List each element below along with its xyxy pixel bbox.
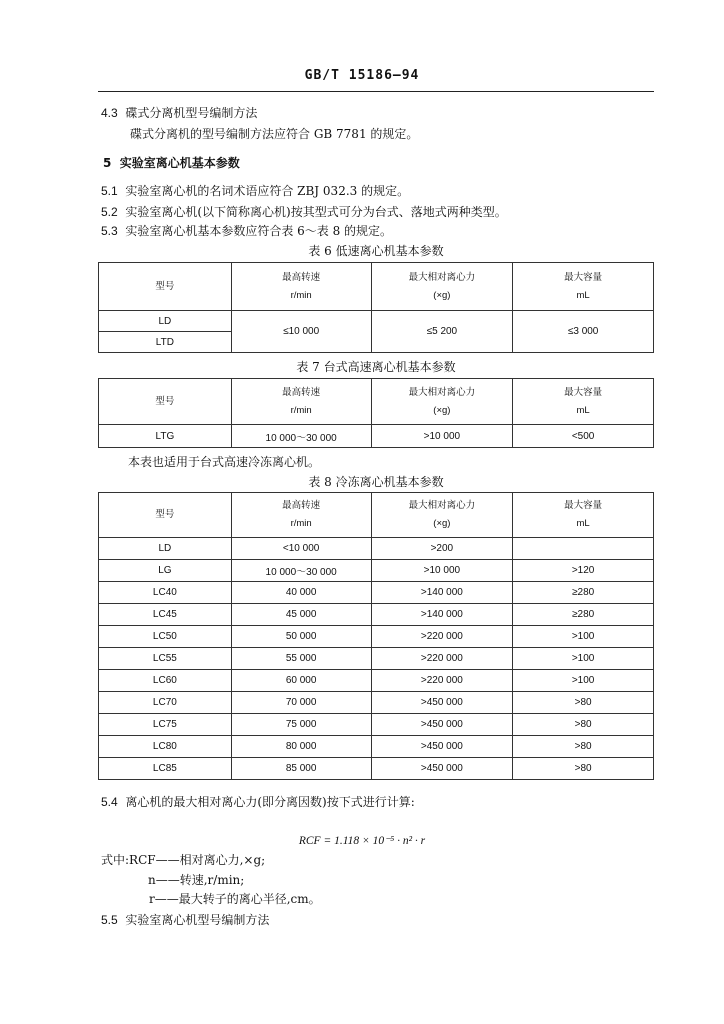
table-row xyxy=(99,758,654,780)
cell-speed: 10 000～30 000 xyxy=(231,560,371,582)
table-header-row xyxy=(99,493,654,538)
cell-capacity: >100 xyxy=(513,626,654,648)
section-4-3-heading: 4.3 碟式分离机型号编制方法 xyxy=(101,106,258,120)
table-row xyxy=(99,692,654,714)
cell-speed: 40 000 xyxy=(231,582,371,604)
table-row xyxy=(99,311,654,332)
cell-model: LTD xyxy=(99,332,232,353)
cell-rcf: >450 000 xyxy=(371,692,513,714)
header-capacity: 最大容量 mL xyxy=(513,263,654,311)
cell-capacity: >100 xyxy=(513,670,654,692)
header-speed: 最高转速 r/min xyxy=(231,379,371,425)
cell-rcf: >220 000 xyxy=(371,626,513,648)
header-model: 型号 xyxy=(99,379,232,425)
table-row xyxy=(99,648,654,670)
cell-speed: 85 000 xyxy=(231,758,371,780)
cell-speed: 10 000～30 000 xyxy=(231,425,371,448)
cell-capacity: >80 xyxy=(513,758,654,780)
cell-model: LC60 xyxy=(99,670,232,692)
table-7-note: 本表也适用于台式高速冷冻离心机。 xyxy=(128,455,321,469)
cell-capacity: >100 xyxy=(513,648,654,670)
cell-speed: 70 000 xyxy=(231,692,371,714)
cell-model: LTG xyxy=(99,425,232,448)
cell-capacity xyxy=(513,538,654,560)
cell-capacity: ≤3 000 xyxy=(513,311,654,353)
cell-speed: 60 000 xyxy=(231,670,371,692)
header-capacity: 最大容量 mL xyxy=(513,493,654,538)
cell-rcf: >200 xyxy=(371,538,513,560)
section-5-4: 5.4 离心机的最大相对离心力(即分离因数)按下式进行计算: xyxy=(101,795,415,809)
cell-speed: 45 000 xyxy=(231,604,371,626)
cell-rcf: >10 000 xyxy=(371,425,513,448)
table-row xyxy=(99,714,654,736)
table-row xyxy=(99,582,654,604)
where-line-r: r——最大转子的离心半径,cm。 xyxy=(149,892,321,906)
cell-rcf: >10 000 xyxy=(371,560,513,582)
cell-capacity: >120 xyxy=(513,560,654,582)
table-row xyxy=(99,736,654,758)
where-line-rcf: 式中:RCF——相对离心力,×g; xyxy=(101,853,266,867)
table-6 xyxy=(98,262,654,353)
cell-rcf: >450 000 xyxy=(371,758,513,780)
table-row xyxy=(99,560,654,582)
cell-model: LG xyxy=(99,560,232,582)
header-rcf: 最大相对离心力 (×g) xyxy=(371,263,513,311)
table-8-caption: 表 8 冷冻离心机基本参数 xyxy=(308,475,444,489)
table-header-row xyxy=(99,379,654,425)
cell-model: LC50 xyxy=(99,626,232,648)
header-capacity: 最大容量 mL xyxy=(513,379,654,425)
table-row xyxy=(99,425,654,448)
cell-capacity: ≥280 xyxy=(513,604,654,626)
table-header-row xyxy=(99,263,654,311)
header-speed: 最高转速 r/min xyxy=(231,493,371,538)
cell-speed: <10 000 xyxy=(231,538,371,560)
cell-model: LC55 xyxy=(99,648,232,670)
cell-rcf: >140 000 xyxy=(371,582,513,604)
cell-capacity: >80 xyxy=(513,714,654,736)
table-7-caption: 表 7 台式高速离心机基本参数 xyxy=(296,360,456,374)
cell-model: LD xyxy=(99,311,232,332)
section-5-5: 5.5 实验室离心机型号编制方法 xyxy=(101,913,270,927)
cell-capacity: >80 xyxy=(513,736,654,758)
cell-rcf: >220 000 xyxy=(371,648,513,670)
cell-model: LC85 xyxy=(99,758,232,780)
section-5-1: 5.1 实验室离心机的名词术语应符合 ZBJ 032.3 的规定。 xyxy=(101,184,410,198)
cell-model: LC75 xyxy=(99,714,232,736)
cell-capacity: >80 xyxy=(513,692,654,714)
rcf-formula: RCF = 1.118 × 10⁻⁵ · n² · r xyxy=(298,835,426,847)
table-7 xyxy=(98,378,654,448)
table-row xyxy=(99,538,654,560)
cell-speed: 80 000 xyxy=(231,736,371,758)
section-5-heading: 5 实验室离心机基本参数 xyxy=(103,156,240,170)
cell-model: LC45 xyxy=(99,604,232,626)
cell-rcf: >220 000 xyxy=(371,670,513,692)
table-6-caption: 表 6 低速离心机基本参数 xyxy=(308,244,444,258)
header-model: 型号 xyxy=(99,493,232,538)
table-row xyxy=(99,626,654,648)
table-row xyxy=(99,670,654,692)
table-8 xyxy=(98,492,654,780)
table-8-body xyxy=(99,538,654,780)
cell-rcf: >450 000 xyxy=(371,736,513,758)
cell-model: LC70 xyxy=(99,692,232,714)
cell-rcf: >450 000 xyxy=(371,714,513,736)
cell-speed: ≤10 000 xyxy=(231,311,371,353)
cell-model: LC80 xyxy=(99,736,232,758)
document-header: GB/T 15186—94 xyxy=(304,68,420,83)
header-model: 型号 xyxy=(99,263,232,311)
section-5-2: 5.2 实验室离心机(以下简称离心机)按其型式可分为台式、落地式两种类型。 xyxy=(101,205,507,219)
header-speed: 最高转速 r/min xyxy=(231,263,371,311)
cell-speed: 50 000 xyxy=(231,626,371,648)
cell-capacity: ≥280 xyxy=(513,582,654,604)
cell-capacity: <500 xyxy=(513,425,654,448)
header-rule xyxy=(98,91,654,92)
cell-speed: 55 000 xyxy=(231,648,371,670)
cell-model: LD xyxy=(99,538,232,560)
where-line-n: n——转速,r/min; xyxy=(148,873,245,887)
header-rcf: 最大相对离心力 (×g) xyxy=(371,379,513,425)
cell-rcf: ≤5 200 xyxy=(371,311,513,353)
section-5-3: 5.3 实验室离心机基本参数应符合表 6～表 8 的规定。 xyxy=(101,224,393,238)
table-row xyxy=(99,604,654,626)
cell-speed: 75 000 xyxy=(231,714,371,736)
section-4-3-body: 碟式分离机的型号编制方法应符合 GB 7781 的规定。 xyxy=(130,127,419,141)
header-rcf: 最大相对离心力 (×g) xyxy=(371,493,513,538)
cell-model: LC40 xyxy=(99,582,232,604)
cell-rcf: >140 000 xyxy=(371,604,513,626)
